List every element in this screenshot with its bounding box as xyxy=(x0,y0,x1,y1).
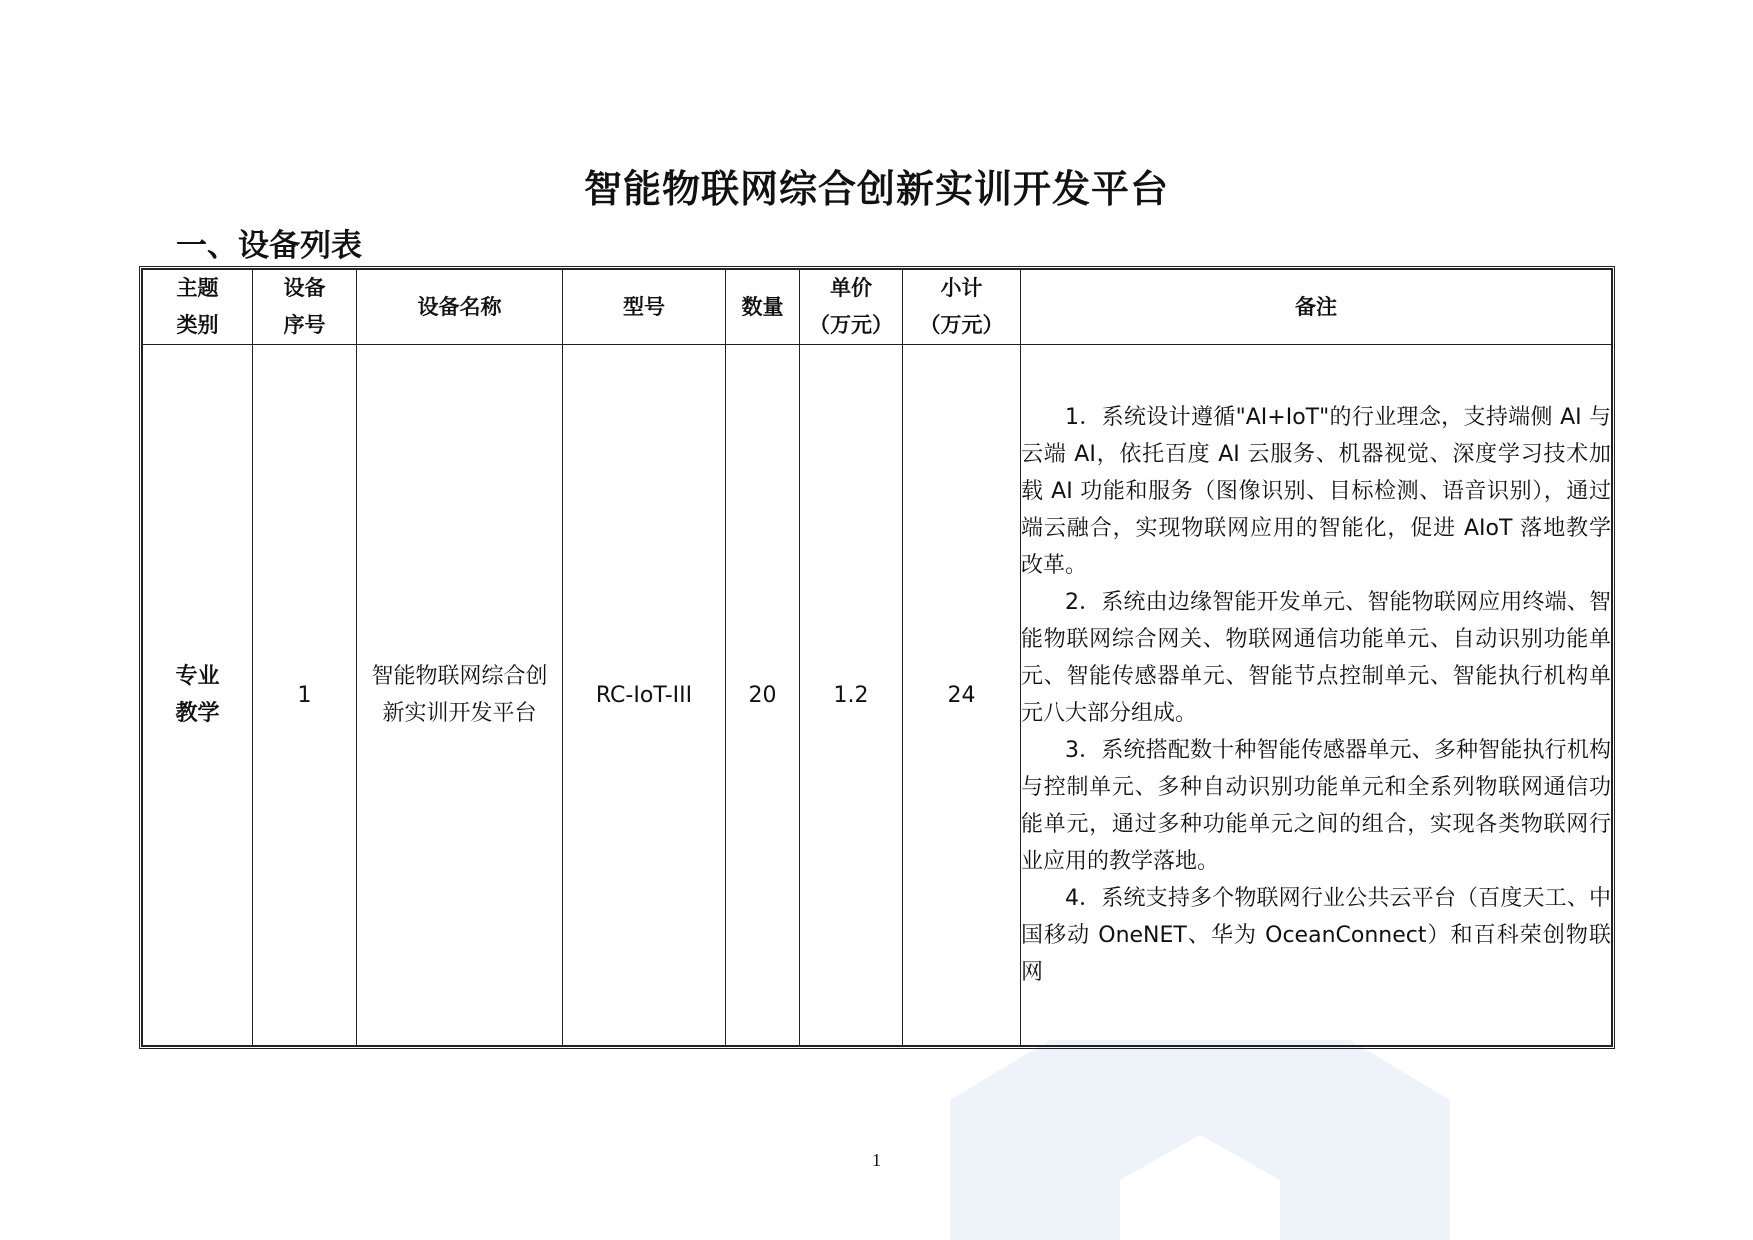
header-category: 主题 类别 xyxy=(143,270,253,345)
cell-category: 专业 教学 xyxy=(143,345,253,1046)
cell-notes xyxy=(1021,345,1612,1046)
notes-paragraph-4: 4．系统支持多个物联网行业公共云平台（百度天工、中国移动 OneNET、华为 OceanConnect）和百科荣创物联网 xyxy=(1021,886,1611,985)
header-subtotal: 小计 （万元） xyxy=(903,270,1021,345)
cell-serial: 1 xyxy=(253,345,357,1046)
cell-name: 智能物联网综合创新实训开发平台 xyxy=(357,345,563,1046)
header-unit-price: 单价 （万元） xyxy=(800,270,903,345)
page-title: 智能物联网综合创新实训开发平台 xyxy=(583,167,1169,211)
section-heading: 一、设备列表 xyxy=(176,228,362,264)
notes-paragraph-3: 3．系统搭配数十种智能传感器单元、多种智能执行机构与控制单元、多种自动识别功能单元和全系列物联网通信功能单元，通过多种功能单元之间的组合，实现各类物联网行业应用的教学落地。 xyxy=(1021,738,1611,874)
header-serial: 设备 序号 xyxy=(253,270,357,345)
cell-quantity: 20 xyxy=(726,345,800,1046)
notes-paragraph-1: 1．系统设计遵循"AI+IoT"的行业理念，支持端侧 AI 与云端 AI，依托百度 AI 云服务、机器视觉、深度学习技术加载 AI 功能和服务（图像识别、目标检测、语音识别），通过端云融合，实现物联网应用的智能化，促进 AIoT 落地教学改革。 xyxy=(1021,405,1611,578)
table-row xyxy=(143,345,1612,1046)
header-quantity: 数量 xyxy=(726,270,800,345)
equipment-table-frame xyxy=(139,266,1615,1049)
header-name: 设备名称 xyxy=(357,270,563,345)
watermark-logo xyxy=(950,1040,1450,1240)
header-notes: 备注 xyxy=(1021,270,1612,345)
notes-paragraph-2: 2．系统由边缘智能开发单元、智能物联网应用终端、智能物联网综合网关、物联网通信功能单元、自动识别功能单元、智能传感器单元、智能节点控制单元、智能执行机构单元八大部分组成。 xyxy=(1021,590,1611,726)
page-number: 1 xyxy=(872,1150,881,1170)
table-header-row xyxy=(143,270,1612,345)
cell-model: RC-IoT-III xyxy=(563,345,726,1046)
cell-subtotal: 24 xyxy=(903,345,1021,1046)
cell-unit-price: 1.2 xyxy=(800,345,903,1046)
equipment-table xyxy=(142,269,1612,1046)
header-model: 型号 xyxy=(563,270,726,345)
